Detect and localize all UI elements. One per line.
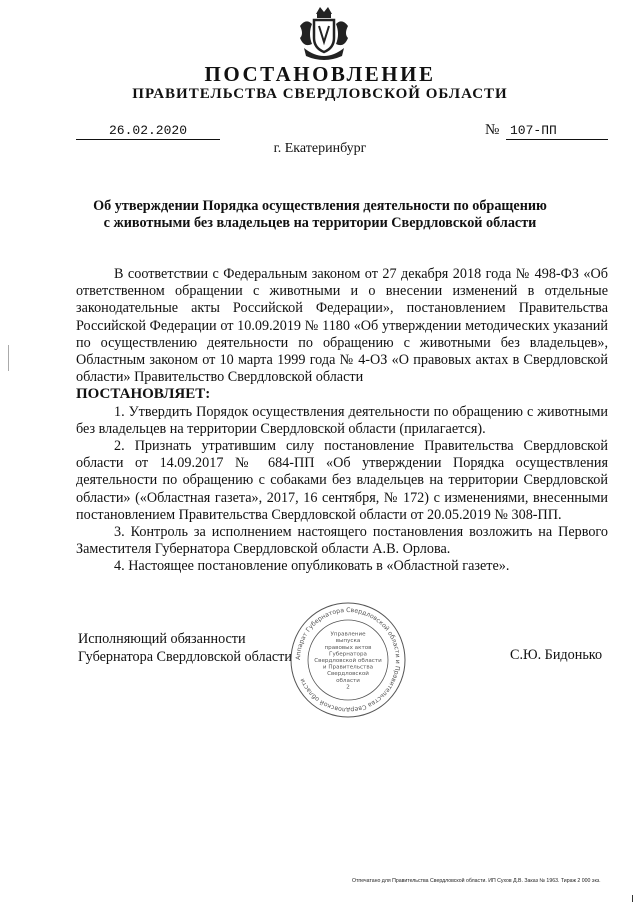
document-title: ПОСТАНОВЛЕНИЕ <box>204 62 436 86</box>
document-body <box>76 266 608 576</box>
stamp-center-line: Губернатора <box>329 651 367 658</box>
document-date: 26.02.2020 <box>76 123 220 140</box>
position-line-1: Исполняющий обязанности <box>78 631 246 647</box>
stamp-center-line: выпуска <box>335 638 361 645</box>
stamp-center-line: области <box>336 677 360 684</box>
signatory-position <box>78 630 292 666</box>
decree-item-4: 4. Настоящее постановление опубликовать в «Областной газете». <box>114 558 510 575</box>
stamp-center-line: правовых актов <box>324 644 372 651</box>
issuer-title: ПРАВИТЕЛЬСТВА СВЕРДЛОВСКОЙ ОБЛАСТИ <box>132 86 508 102</box>
stamp-center-line: Свердловской области <box>314 658 382 664</box>
decree-item-1: 1. Утвердить Порядок осуществления деятельности по обращению с животными без владельцев на территории Свердловской области (прилагается). <box>76 403 608 437</box>
subject-line-1: Об утверждении Порядка осуществления деятельности по обращению <box>93 198 547 214</box>
number-label: № <box>485 122 500 138</box>
city: г. Екатеринбург <box>273 141 367 156</box>
decree-item-2: 2. Признать утратившим силу постановление Правительства Свердловской области от 14.09.2017 № 684-ПП «Об утверждении Порядка осуществления деятельности по обращению с собаками без владельцев на территории Свердловской области» («Областная газета», 2017, 16 сентября, № 172) с изменениями, внесенными постановлением Правительства Свердловской области от 20.05.2019 № 308-ПП. <box>76 438 608 523</box>
signatory-name: С.Ю. Бидонько <box>510 647 603 663</box>
preamble-paragraph: В соответствии с Федеральным законом от 27 декабря 2018 года № 498-ФЗ «Об ответственном обращении с животными и о внесении изменений в отдельные законодательные акты Российской Федерации», постановлением Правительства Российской Федерации от 10.09.2019 № 1180 «Об утверждении методических указаний по осуществлению деятельности по обращению с животными без владельцев», Областным законом от 10 марта 1999 года № 4-ОЗ «О правовых актах в Свердловской области» Правительство Свердловской области <box>76 266 608 386</box>
decree-item-3: 3. Контроль за исполнением настоящего постановления возложить на Первого Заместителя Губернатора Свердловской области А.В. Орлова. <box>76 524 608 558</box>
corner-mark <box>632 895 633 902</box>
print-imprint: Отпечатано для Правительства Свердловской области. ИП Сухов Д.В. Заказ № 1963. Тираж 2 000 экз. <box>352 878 601 884</box>
stamp-center-line: Свердловской <box>327 671 369 678</box>
document-subject <box>60 198 580 232</box>
stamp-center-line: Управление <box>330 631 366 638</box>
stamp-ring-text: Аппарат Губернатора Свердловской области и Правительства Свердловской области <box>294 606 402 714</box>
margin-mark <box>8 345 9 371</box>
coat-of-arms-emblem <box>296 4 352 62</box>
official-stamp <box>288 600 408 720</box>
decree-heading: ПОСТАНОВЛЯЕТ: <box>76 386 211 403</box>
subject-line-2: с животными без владельцев на территории Свердловской области <box>103 215 537 231</box>
position-line-2: Губернатора Свердловской области <box>78 649 292 665</box>
document-number: 107-ПП <box>506 123 608 140</box>
stamp-center-line: и Правительства <box>322 664 374 671</box>
stamp-center-line: 2 <box>346 684 350 691</box>
